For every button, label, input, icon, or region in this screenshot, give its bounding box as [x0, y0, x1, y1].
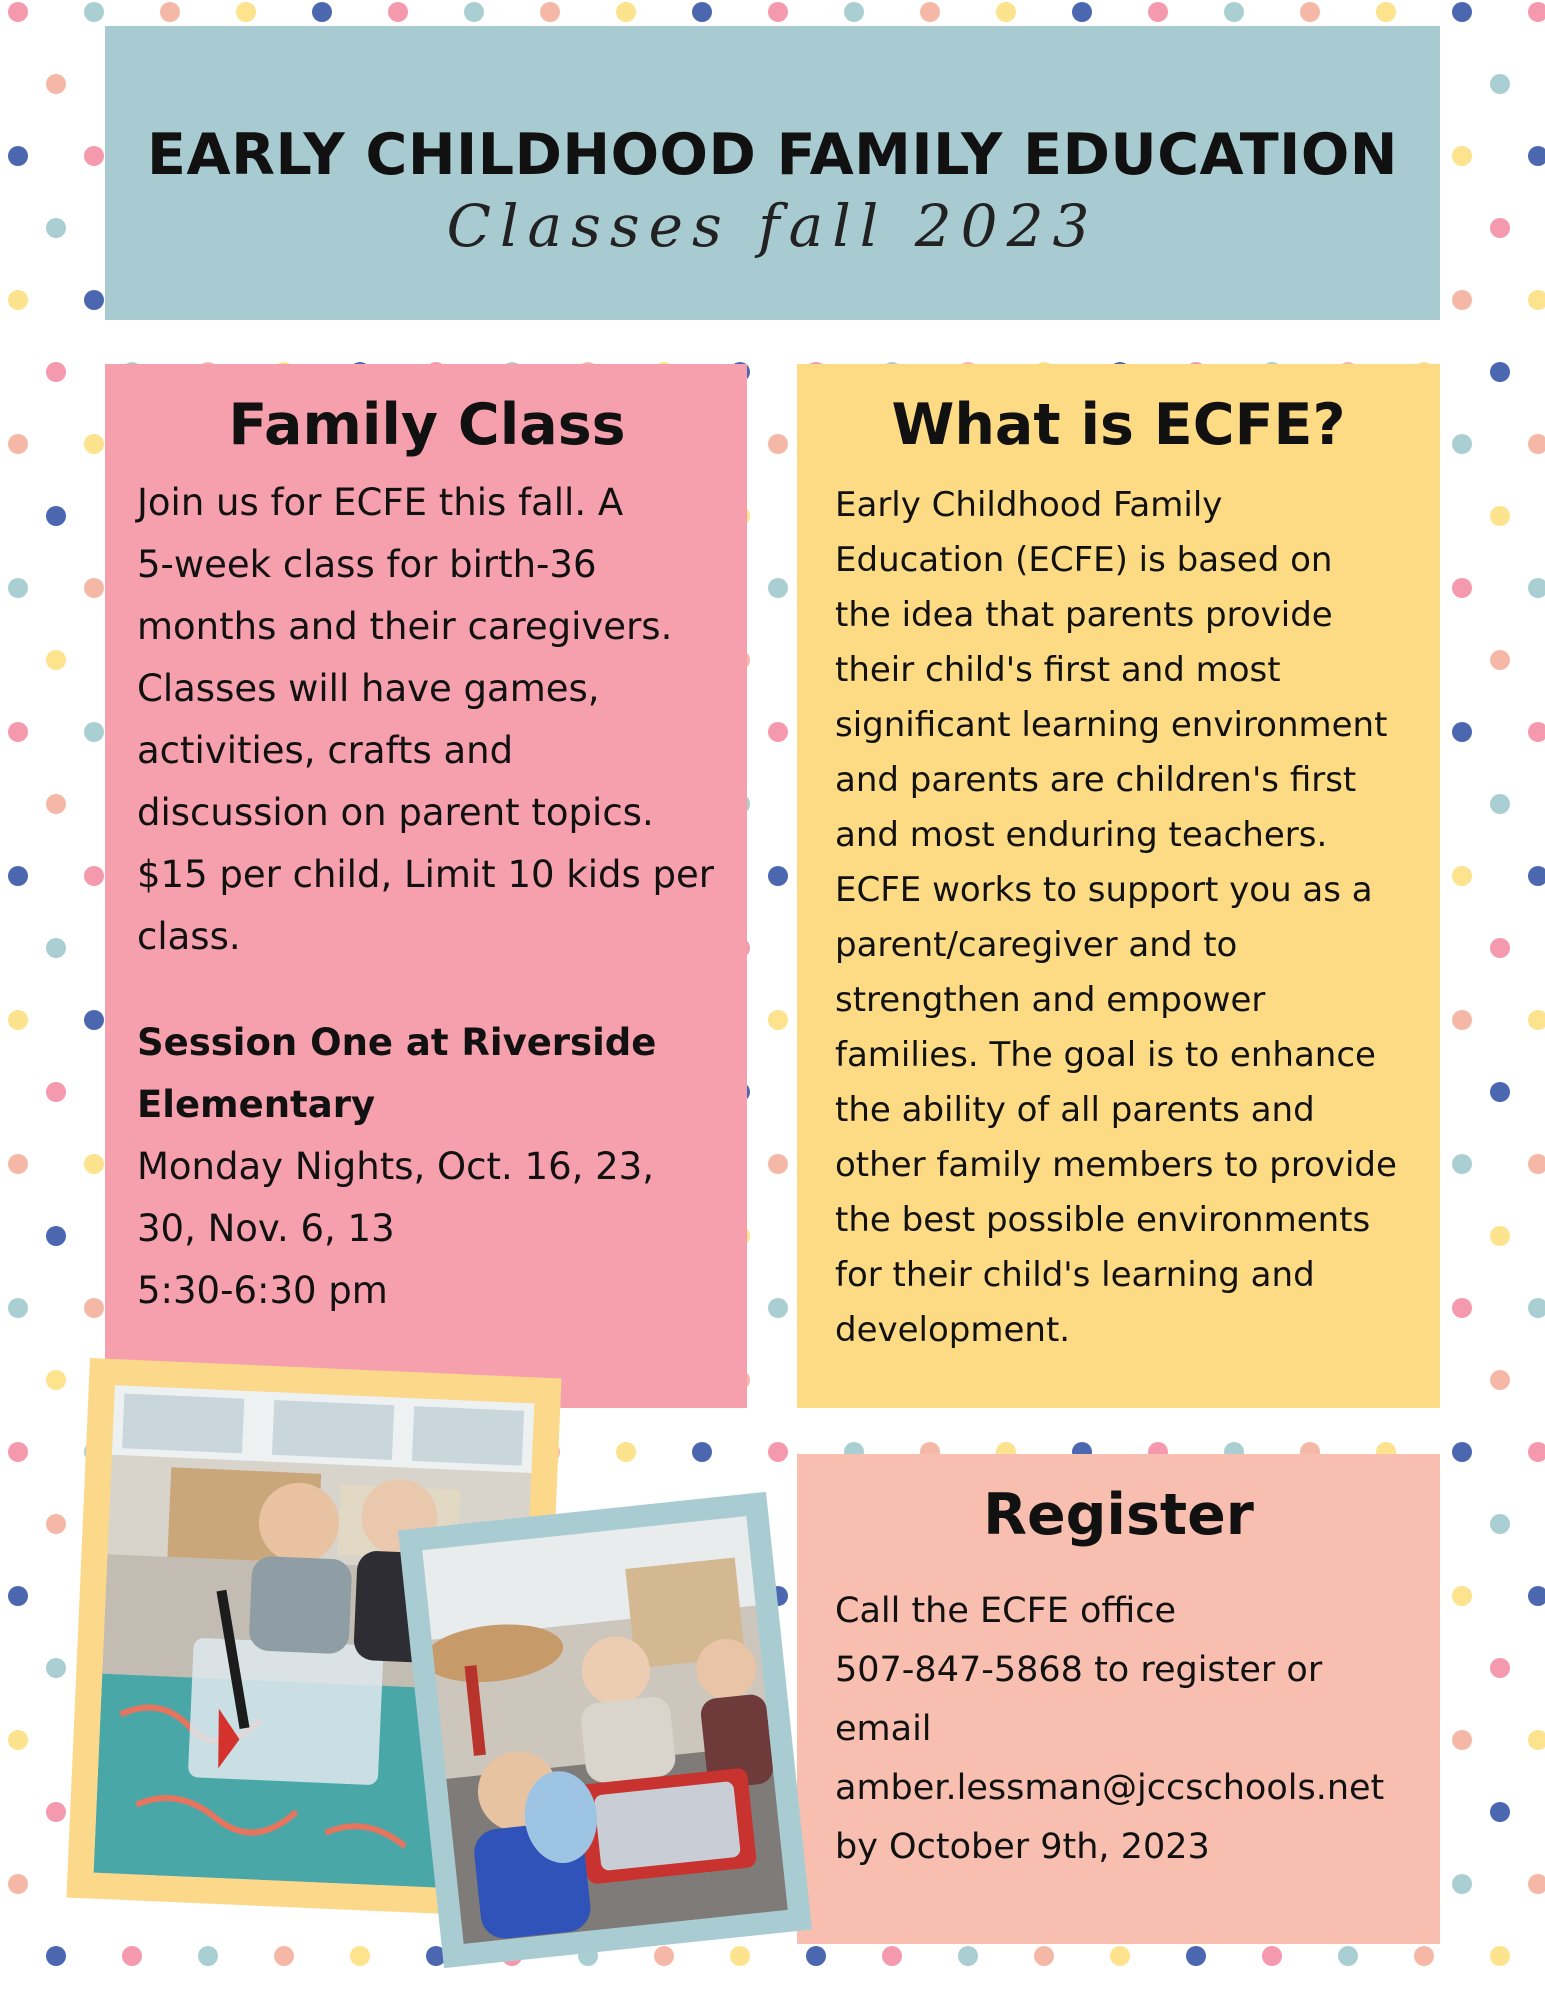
session-info [137, 1012, 717, 1322]
polka-dot [122, 1946, 142, 1966]
register-line: Call the ECFE office [835, 1591, 1176, 1631]
polka-dot [1490, 1370, 1510, 1390]
register-line: email [835, 1709, 932, 1749]
description-line: months and their caregivers. [137, 605, 673, 648]
polka-dot [768, 1298, 788, 1318]
polka-dot [46, 1946, 66, 1966]
polka-dot [46, 1082, 66, 1102]
polka-dot [1452, 2, 1472, 22]
polka-dot [46, 1226, 66, 1246]
polka-dot [8, 1154, 28, 1174]
polka-dot [8, 1010, 28, 1030]
description-line: class. [137, 915, 241, 958]
ecfe-line: the idea that parents provide [835, 595, 1333, 635]
family-class-panel [105, 364, 747, 1408]
polka-dot [84, 2, 104, 22]
ecfe-line: for their child's learning and [835, 1255, 1315, 1295]
polka-dot [1490, 1082, 1510, 1102]
polka-dot [540, 2, 560, 22]
polka-dot [8, 578, 28, 598]
ecfe-line: strengthen and empower [835, 980, 1266, 1020]
polka-dot [768, 866, 788, 886]
polka-dot [1452, 578, 1472, 598]
session-time: 5:30-6:30 pm [137, 1269, 388, 1312]
polka-dot [46, 650, 66, 670]
polka-dot [84, 1010, 104, 1030]
polka-dot [1490, 1658, 1510, 1678]
polka-dot [1528, 2, 1545, 22]
register-title: Register [983, 1482, 1254, 1548]
polka-dot [388, 2, 408, 22]
polka-dot [8, 722, 28, 742]
ecfe-line: the ability of all parents and [835, 1090, 1315, 1130]
polka-dot [1490, 1514, 1510, 1534]
polka-dot [8, 1586, 28, 1606]
polka-dot [84, 1154, 104, 1174]
polka-dot [350, 1946, 370, 1966]
polka-dot [768, 1442, 788, 1462]
polka-dot [198, 1946, 218, 1966]
polka-dot [1490, 506, 1510, 526]
polka-dot [1110, 1946, 1130, 1966]
polka-dot [1452, 1730, 1472, 1750]
ecfe-line: parent/caregiver and to [835, 925, 1238, 965]
family-class-description [137, 472, 717, 968]
polka-dot [1528, 722, 1545, 742]
ecfe-line: Education (ECFE) is based on [835, 540, 1333, 580]
polka-dot [1452, 1154, 1472, 1174]
polka-dot [1034, 1946, 1054, 1966]
ecfe-line: families. The goal is to enhance [835, 1035, 1376, 1075]
ecfe-line: and parents are children's first [835, 760, 1357, 800]
polka-dot [616, 2, 636, 22]
polka-dot [1452, 146, 1472, 166]
polka-dot [46, 1802, 66, 1822]
session-title: Session One at Riverside [137, 1021, 657, 1064]
ecfe-line: other family members to provide [835, 1145, 1397, 1185]
polka-dot [1490, 74, 1510, 94]
polka-dot [84, 578, 104, 598]
polka-dot [46, 1514, 66, 1534]
polka-dot [1376, 2, 1396, 22]
polka-dot [46, 362, 66, 382]
polka-dot [46, 218, 66, 238]
classroom-photo-sensory-bin [398, 1492, 812, 1968]
email-address: amber.lessman@jccschools.net [835, 1768, 1385, 1808]
polka-dot [46, 74, 66, 94]
what-is-ecfe-text [835, 478, 1402, 1358]
polka-dot [84, 434, 104, 454]
register-panel [797, 1454, 1440, 1944]
polka-dot [1414, 1946, 1434, 1966]
polka-dot [1528, 1586, 1545, 1606]
polka-dot [46, 794, 66, 814]
what-is-ecfe-panel [797, 364, 1440, 1408]
polka-dot [1528, 1442, 1545, 1462]
polka-dot [84, 866, 104, 886]
polka-dot [1490, 650, 1510, 670]
ecfe-line: the best possible environments [835, 1200, 1371, 1240]
photo-children-at-sensory-bin [422, 1516, 788, 1944]
polka-dot [768, 722, 788, 742]
polka-dot [882, 1946, 902, 1966]
price-line: $15 per child, Limit 10 kids per [137, 853, 714, 896]
description-line: Join us for ECFE this fall. A [137, 481, 624, 524]
polka-dot [692, 2, 712, 22]
polka-dot [1452, 434, 1472, 454]
phone-number: 507-847-5868 to register or [835, 1650, 1323, 1690]
polka-dot [730, 1946, 750, 1966]
polka-dot [1528, 290, 1545, 310]
polka-dot [1338, 1946, 1358, 1966]
polka-dot [8, 146, 28, 166]
polka-dot [1490, 794, 1510, 814]
polka-dot [1072, 2, 1092, 22]
polka-dot [236, 2, 256, 22]
polka-dot [1490, 1802, 1510, 1822]
polka-dot [8, 434, 28, 454]
ecfe-line: significant learning environment [835, 705, 1388, 745]
polka-dot [768, 2, 788, 22]
polka-dot [1300, 2, 1320, 22]
ecfe-line: Early Childhood Family [835, 485, 1223, 525]
polka-dot [768, 434, 788, 454]
polka-dot [1490, 1946, 1510, 1966]
ecfe-line: their child's first and most [835, 650, 1281, 690]
polka-dot [8, 1730, 28, 1750]
polka-dot [46, 1658, 66, 1678]
session-dates: Monday Nights, Oct. 16, 23, [137, 1145, 654, 1188]
polka-dot [8, 1442, 28, 1462]
polka-dot [996, 2, 1016, 22]
polka-dot [1528, 578, 1545, 598]
polka-dot [768, 578, 788, 598]
polka-dot [84, 146, 104, 166]
polka-dot [46, 506, 66, 526]
polka-dot [160, 2, 180, 22]
polka-dot [1528, 1154, 1545, 1174]
polka-dot [654, 1946, 674, 1966]
page-title: EARLY CHILDHOOD FAMILY EDUCATION [147, 122, 1398, 188]
polka-dot [1452, 1298, 1472, 1318]
polka-dot [768, 1010, 788, 1030]
session-title: Elementary [137, 1083, 376, 1126]
family-class-title: Family Class [228, 392, 626, 458]
polka-dot [8, 1874, 28, 1894]
polka-dot [8, 290, 28, 310]
polka-dot [1224, 2, 1244, 22]
polka-dot [1528, 1298, 1545, 1318]
polka-dot [1452, 1010, 1472, 1030]
polka-dot [1452, 290, 1472, 310]
polka-dot [1528, 1010, 1545, 1030]
polka-dot [1148, 2, 1168, 22]
description-line: discussion on parent topics. [137, 791, 654, 834]
polka-dot [768, 1154, 788, 1174]
polka-dot [84, 1298, 104, 1318]
ecfe-line: development. [835, 1310, 1071, 1350]
polka-dot [1262, 1946, 1282, 1966]
polka-dot [616, 1442, 636, 1462]
polka-dot [844, 2, 864, 22]
polka-dot [1528, 1730, 1545, 1750]
polka-dot [920, 2, 940, 22]
polka-dot [464, 2, 484, 22]
polka-dot [1452, 1442, 1472, 1462]
polka-dot [1452, 1874, 1472, 1894]
polka-dot [1452, 1586, 1472, 1606]
polka-dot [84, 722, 104, 742]
polka-dot [1528, 1874, 1545, 1894]
polka-dot [1490, 218, 1510, 238]
polka-dot [1528, 146, 1545, 166]
register-text [835, 1582, 1402, 1877]
header-banner [105, 26, 1440, 320]
register-deadline: by October 9th, 2023 [835, 1827, 1210, 1867]
polka-dot [46, 1370, 66, 1390]
polka-dot [312, 2, 332, 22]
polka-dot [1452, 722, 1472, 742]
polka-dot [1452, 866, 1472, 886]
polka-dot [1186, 1946, 1206, 1966]
polka-dot [46, 938, 66, 958]
polka-dot [84, 290, 104, 310]
polka-dot [1490, 362, 1510, 382]
polka-dot [1528, 866, 1545, 886]
what-is-ecfe-title: What is ECFE? [891, 392, 1346, 458]
ecfe-line: ECFE works to support you as a [835, 870, 1373, 910]
polka-dot [274, 1946, 294, 1966]
description-line: Classes will have games, [137, 667, 600, 710]
ecfe-line: and most enduring teachers. [835, 815, 1328, 855]
polka-dot [958, 1946, 978, 1966]
session-dates: 30, Nov. 6, 13 [137, 1207, 395, 1250]
description-line: 5-week class for birth-36 [137, 543, 597, 586]
polka-dot [806, 1946, 826, 1966]
page-subtitle: Classes fall 2023 [446, 192, 1099, 260]
polka-dot [1490, 1226, 1510, 1246]
polka-dot [1490, 938, 1510, 958]
polka-dot [8, 866, 28, 886]
polka-dot [692, 1442, 712, 1462]
description-line: activities, crafts and [137, 729, 514, 772]
polka-dot [8, 1298, 28, 1318]
polka-dot [8, 2, 28, 22]
polka-dot [1528, 434, 1545, 454]
